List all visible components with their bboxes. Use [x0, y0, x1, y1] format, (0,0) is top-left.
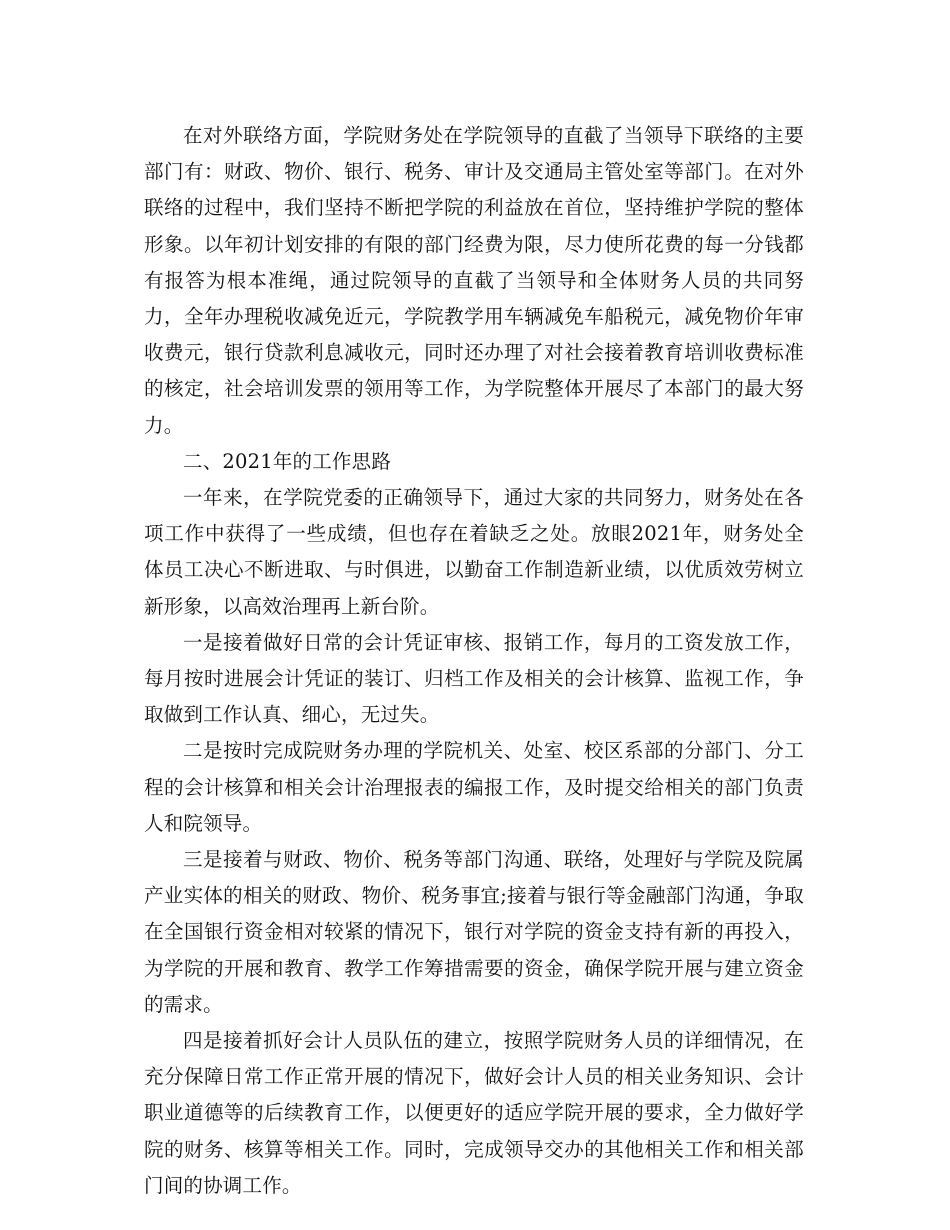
- paragraph-item-two: 二是按时完成院财务办理的学院机关、处室、校区系部的分部门、分工程的会计核算和相关会计治理报表的编报工作，及时提交给相关的部门负责人和院领导。: [144, 739, 804, 835]
- paragraph-item-one: 一是接着做好日常的会计凭证审核、报销工作，每月的工资发放工作，每月按时进展会计凭证的装订、归档工作及相关的会计核算、监视工作，争取做到工作认真、细心，无过失。: [144, 630, 804, 727]
- paragraph-external-liaison: 在对外联络方面，学院财务处在学院领导的直截了当领导下联络的主要部门有：财政、物价、银行、税务、审计及交通局主管处室等部门。在对外联络的过程中，我们坚持不断把学院的利益放在首位，坚持维护学院的整体形象。以年初计划安排的有限的部门经费为限，尽力使所花费的每一分钱都有报答为根本准绳，通过院领导的直截了当领导和全体财务人员的共同努力，全年办理税收减免近元，学院教学用车辆减免车船税元，减免物价年审收费元，银行贷款利息减收元，同时还办理了对社会接着教育培训收费标准的核定，社会培训发票的领用等工作，为学院整体开展尽了本部门的最大努力。: [144, 124, 804, 437]
- paragraph-item-three: 三是接着与财政、物价、税务等部门沟通、联络，处理好与学院及院属产业实体的相关的财政、物价、税务事宜;接着与银行等金融部门沟通，争取在全国银行资金相对较紧的情况下，银行对学院的资金支持有新的再投入，为学院的开展和教育、教学工作筹措需要的资金，确保学院开展与建立资金的需求。: [144, 848, 804, 1016]
- section-heading-work-plan: 二、2021年的工作思路: [183, 449, 392, 473]
- document-body: [144, 118, 804, 1204]
- paragraph-year-summary: 一年来，在学院党委的正确领导下，通过大家的共同努力，财务处在各项工作中获得了一些成绩，但也存在着缺乏之处。放眼2021年，财务处全体员工决心不断进取、与时俱进，以勤奋工作制造新业绩，以优质效劳树立新形象，以高效治理再上新台阶。: [144, 486, 804, 618]
- paragraph-item-four: 四是接着抓好会计人员队伍的建立，按照学院财务人员的详细情况，在充分保障日常工作正常开展的情况下，做好会计人员的相关业务知识、会计职业道德等的后续教育工作，以便更好的适应学院开展的要求，全力做好学院的财务、核算等相关工作。同时，完成领导交办的其他相关工作和相关部门间的协调工作。: [144, 1029, 804, 1197]
